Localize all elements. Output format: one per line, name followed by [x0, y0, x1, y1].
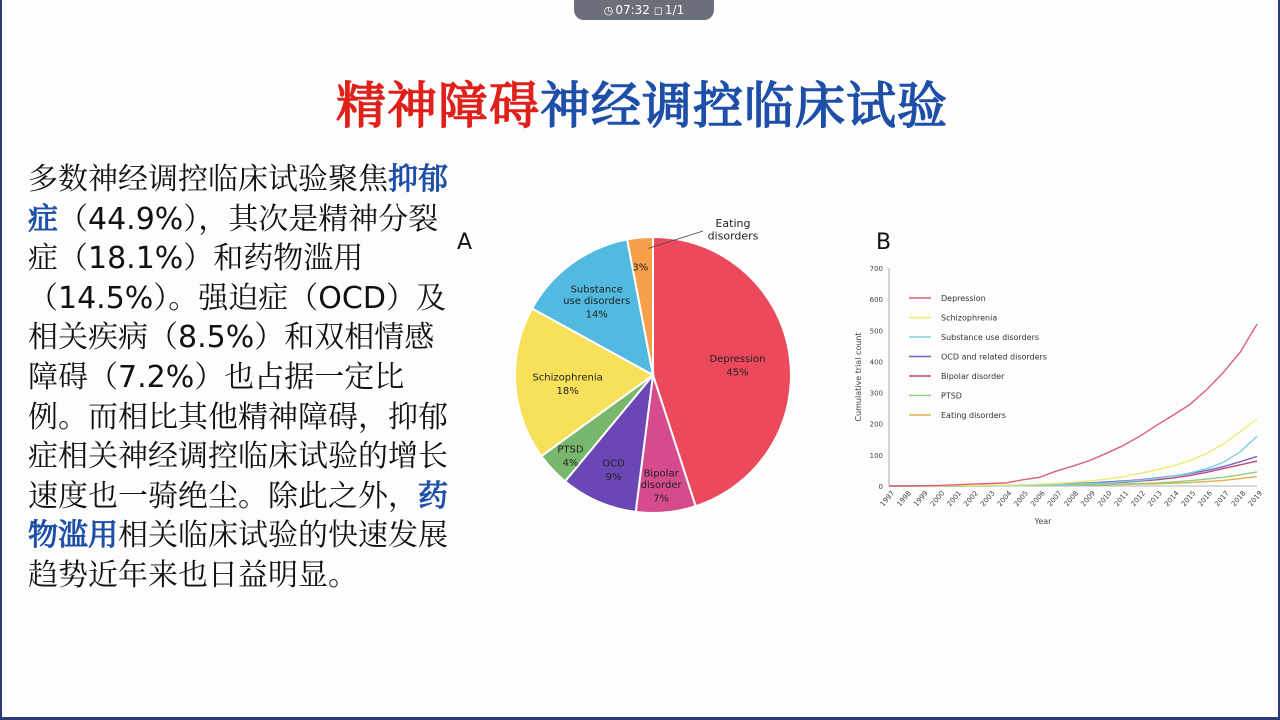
x-tick-label: 2011 [1112, 489, 1131, 509]
x-tick-label: 2004 [995, 489, 1014, 509]
legend-label: Substance use disorders [941, 333, 1040, 342]
x-tick-label: 2010 [1096, 489, 1114, 509]
x-tick-label: 1998 [895, 489, 913, 509]
x-tick-label: 2006 [1029, 489, 1047, 509]
pie-label-depression: Depression [709, 353, 766, 365]
y-tick-label: 500 [869, 327, 883, 336]
legend-label: PTSD [941, 391, 962, 401]
title-red-part: 精神障碍 [336, 77, 540, 135]
para-text-1: 多数神经调控临床试验聚焦 [28, 162, 388, 197]
x-tick-label: 2000 [928, 489, 947, 509]
y-tick-label: 600 [869, 296, 883, 305]
x-tick-label: 2017 [1213, 489, 1231, 509]
y-tick-label: 200 [869, 420, 883, 429]
panel-label-a: A [457, 230, 473, 255]
pie-pct-substance-use-disorders: 14% [585, 309, 608, 321]
pie-label-substance-use-disorders: Substance use disorders [563, 284, 631, 307]
x-tick-label: 2001 [945, 489, 964, 509]
line-chart [847, 258, 1267, 548]
y-tick-label: 0 [878, 483, 883, 491]
para-highlight-depression: 抑郁症 [28, 162, 448, 237]
slide-title [2, 66, 1280, 138]
x-tick-label: 2007 [1045, 489, 1064, 509]
pie-pct-eating-disorders: 3% [632, 262, 649, 274]
pie-pct-depression: 45% [726, 367, 749, 379]
y-tick-label: 700 [869, 265, 883, 273]
series-line-schizophrenia [889, 419, 1257, 486]
series-line-substance-use-disorders [889, 436, 1257, 486]
page-counter: 1/1 [664, 3, 685, 17]
panel-label-b: B [876, 230, 892, 255]
para-text-3: 相关临床试验的快速发展趋势近年来也日益明显。 [28, 518, 448, 593]
pie-pct-schizophrenia: 18% [556, 386, 579, 398]
y-axis-title: Cumulative trial count [854, 332, 863, 422]
x-tick-label: 2018 [1229, 489, 1248, 509]
x-tick-label: 2013 [1146, 489, 1164, 509]
legend-label: Eating disorders [941, 411, 1006, 420]
x-tick-label: 1999 [912, 489, 930, 509]
body-paragraph [28, 160, 448, 596]
pie-label-ocd: OCD [602, 458, 625, 470]
pie-label-eating-disorders: Eating disorders [707, 217, 759, 243]
legend-label: Schizophrenia [941, 313, 998, 323]
series-line-depression [889, 324, 1257, 486]
x-tick-label: 2003 [979, 489, 997, 509]
x-axis-title: Year [1034, 517, 1052, 526]
x-tick-label: 2008 [1062, 489, 1081, 509]
y-tick-label: 300 [869, 389, 883, 398]
x-tick-label: 2002 [962, 489, 980, 509]
x-tick-label: 2014 [1163, 489, 1181, 509]
para-highlight-substance: 药物滥用 [28, 478, 448, 554]
pie-pct-ocd: 9% [605, 471, 622, 483]
x-tick-label: 2016 [1196, 489, 1215, 509]
y-tick-label: 100 [869, 451, 883, 460]
pie-chart [507, 213, 807, 523]
page-icon: ◻ [653, 4, 663, 17]
presentation-status-bar [574, 0, 714, 20]
legend-label: Depression [941, 294, 986, 303]
legend-label: OCD and related disorders [941, 352, 1047, 362]
x-tick-label: 2012 [1129, 489, 1148, 509]
pie-label-bipolar-disorder: Bipolar disorder [640, 468, 682, 492]
x-tick-label: 1997 [878, 489, 897, 509]
timer-text: 07:32 [615, 3, 650, 17]
pie-label-schizophrenia: Schizophrenia [532, 372, 603, 384]
y-tick-label: 400 [869, 358, 883, 367]
pie-label-ptsd: PTSD [557, 444, 584, 456]
title-blue-part: 神经调控临床试验 [540, 77, 948, 135]
x-tick-label: 2005 [1012, 489, 1031, 509]
x-tick-label: 2015 [1179, 489, 1198, 509]
clock-icon: ◷ [603, 4, 614, 17]
pie-pct-ptsd: 4% [562, 458, 579, 470]
x-tick-label: 2009 [1079, 489, 1097, 509]
x-tick-label: 2019 [1246, 489, 1265, 509]
legend-label: Bipolar disorder [941, 372, 1005, 381]
para-text-2: （44.9%），其次是精神分裂症（18.1%）和药物滥用（14.5%）。强迫症（OCD）及相关疾病（8.5%）和双相情感障碍（7.2%）也占据一定比例。而相比其他精神障碍，抑郁症相关神经调控临床试验的增长速度也一骑绝尘。除此之外， [28, 201, 448, 514]
pie-pct-bipolar-disorder: 7% [653, 493, 670, 505]
